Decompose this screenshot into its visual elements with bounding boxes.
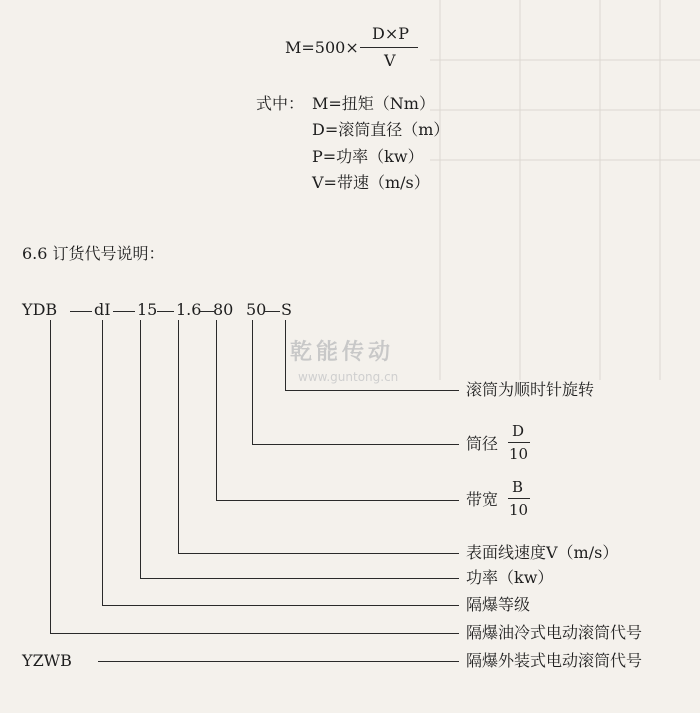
leader-width-vertical	[216, 320, 217, 500]
leader-speed-vertical	[178, 320, 179, 553]
legend-explosion-grade: 隔爆等级	[466, 595, 531, 614]
legend-diameter-label: 筒径	[466, 434, 499, 453]
code-dash	[157, 311, 174, 312]
legend-power: 功率（kw）	[466, 568, 554, 587]
definition-power: P=功率（kw）	[312, 147, 424, 166]
legend-width-fraction-bar	[508, 498, 530, 499]
leader-diameter-horizontal	[252, 444, 459, 445]
legend-oil-cooled: 隔爆油冷式电动滚筒代号	[466, 623, 643, 642]
code-part-power: 15	[137, 300, 158, 319]
leader-grade-horizontal	[102, 605, 459, 606]
leader-model-horizontal	[50, 633, 459, 634]
leader-diameter-vertical	[252, 320, 253, 444]
leader-alt-horizontal	[98, 661, 459, 662]
watermark-name: 乾能传动	[290, 340, 395, 365]
code-dash	[265, 311, 280, 312]
code-part-grade: dI	[94, 300, 111, 319]
code-part-width: 80	[213, 300, 234, 319]
leader-grade-vertical	[102, 320, 103, 605]
legend-diameter-den: 10	[509, 445, 529, 463]
leader-width-horizontal	[216, 500, 459, 501]
legend-diameter-fraction-bar	[508, 442, 530, 443]
formula-denominator: V	[384, 51, 396, 70]
code-part-diameter: 50	[246, 300, 267, 319]
legend-rotation: 滚筒为顺时针旋转	[466, 380, 595, 399]
formula-fraction-bar	[360, 47, 418, 48]
definition-speed: V=带速（m/s）	[312, 173, 430, 192]
legend-speed: 表面线速度V（m/s）	[466, 543, 619, 562]
code-alt-model: YZWB	[22, 651, 72, 670]
code-part-rotation: S	[281, 300, 292, 319]
formula-lhs: M=500×	[285, 38, 359, 57]
code-part-model: YDB	[22, 300, 58, 319]
legend-width-num: B	[512, 478, 524, 496]
formula-numerator: D×P	[372, 24, 409, 43]
leader-power-vertical	[140, 320, 141, 578]
leader-model-vertical	[50, 320, 51, 633]
leader-rotation-vertical	[285, 320, 286, 390]
leader-power-horizontal	[140, 578, 459, 579]
definition-diameter: D=滚筒直径（m）	[312, 120, 450, 139]
legend-external: 隔爆外装式电动滚筒代号	[466, 651, 643, 670]
code-dash	[200, 311, 214, 312]
code-dash	[70, 311, 92, 312]
definitions-prefix: 式中：	[256, 94, 305, 113]
section-title: 6.6 订货代号说明：	[22, 244, 165, 263]
leader-speed-horizontal	[178, 553, 459, 554]
legend-width-den: 10	[509, 501, 529, 519]
legend-width-label: 带宽	[466, 490, 499, 509]
leader-rotation-horizontal	[285, 390, 459, 391]
watermark-url: www.guntong.cn	[298, 370, 399, 384]
code-dash	[113, 311, 135, 312]
legend-diameter-num: D	[512, 422, 525, 440]
code-part-speed: 1.6	[176, 300, 202, 319]
definition-torque: M=扭矩（Nm）	[312, 94, 435, 113]
